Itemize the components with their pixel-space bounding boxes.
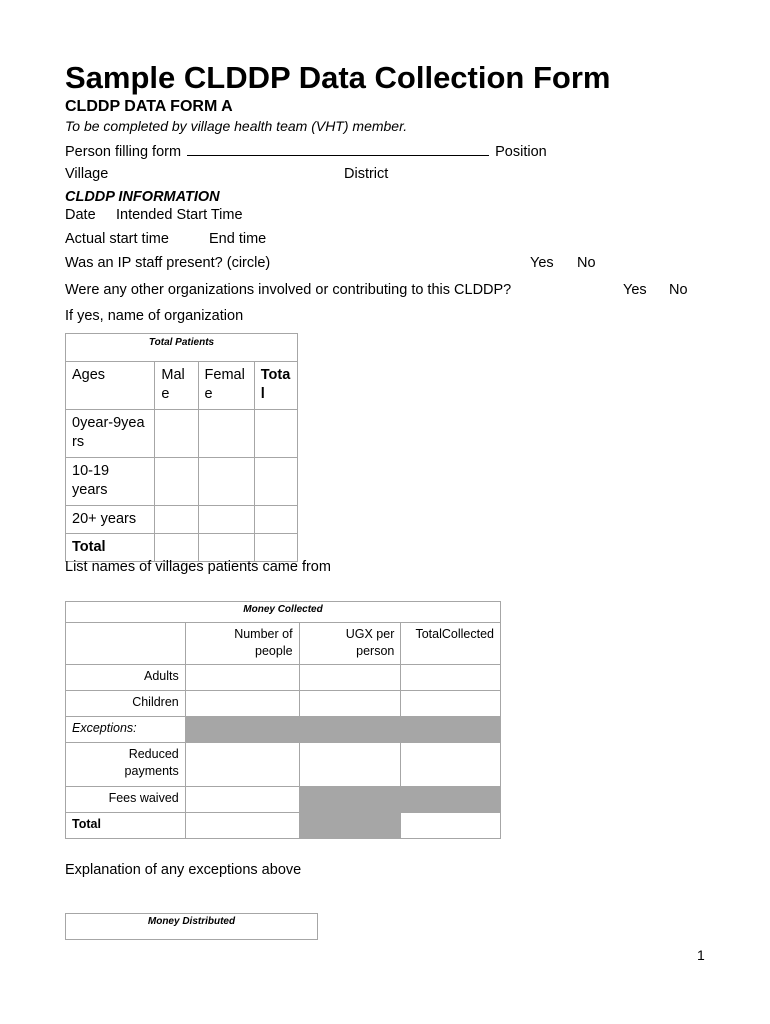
cell-reduced-number[interactable] bbox=[185, 743, 299, 787]
cell-total-number[interactable] bbox=[185, 813, 299, 839]
header-number-of-people: Number of people bbox=[185, 623, 299, 665]
cell-exceptions-total bbox=[401, 717, 501, 743]
cell-female-total[interactable] bbox=[198, 534, 254, 562]
total-patients-caption: Total Patients bbox=[66, 334, 298, 362]
money-distributed-caption: Money Distributed bbox=[66, 914, 318, 940]
cell-male-10-19[interactable] bbox=[155, 458, 198, 506]
actual-start-label: Actual start time bbox=[65, 231, 169, 247]
person-filling-blank[interactable] bbox=[187, 142, 489, 156]
position-label: Position bbox=[495, 144, 547, 160]
cell-waived-ugx bbox=[299, 787, 401, 813]
cell-children-number[interactable] bbox=[185, 691, 299, 717]
cell-adults-number[interactable] bbox=[185, 665, 299, 691]
header-total-collected: TotalCollected bbox=[401, 623, 501, 665]
ip-staff-yes[interactable]: Yes bbox=[530, 255, 554, 271]
end-time-label: End time bbox=[209, 231, 267, 247]
cell-waived-number[interactable] bbox=[185, 787, 299, 813]
header-ugx-per-person: UGX per person bbox=[299, 623, 401, 665]
header-male: Male bbox=[155, 362, 198, 410]
cell-adults-total[interactable] bbox=[401, 665, 501, 691]
header-female: Female bbox=[198, 362, 254, 410]
cell-exceptions-ugx bbox=[299, 717, 401, 743]
cell-children-total[interactable] bbox=[401, 691, 501, 717]
row-label-total: Total bbox=[66, 534, 155, 562]
header-blank bbox=[66, 623, 186, 665]
cell-total-0-9[interactable] bbox=[254, 410, 297, 458]
cell-female-10-19[interactable] bbox=[198, 458, 254, 506]
ip-staff-question: Was an IP staff present? (circle) bbox=[65, 255, 271, 271]
cell-adults-ugx[interactable] bbox=[299, 665, 401, 691]
page-title: Sample CLDDP Data Collection Form bbox=[65, 60, 611, 95]
row-label-0-9: 0year-9years bbox=[66, 410, 155, 458]
money-collected-table bbox=[65, 601, 501, 839]
cell-total-collected[interactable] bbox=[401, 813, 501, 839]
cell-total-10-19[interactable] bbox=[254, 458, 297, 506]
row-label-exceptions: Exceptions: bbox=[66, 717, 186, 743]
cell-male-total[interactable] bbox=[155, 534, 198, 562]
villages-label: List names of villages patients came from bbox=[65, 559, 331, 575]
intended-start-label: Intended Start Time bbox=[116, 207, 243, 223]
page-number: 1 bbox=[697, 947, 705, 963]
cell-total-ugx bbox=[299, 813, 401, 839]
person-filling-row bbox=[65, 142, 547, 160]
section-info-heading: CLDDP INFORMATION bbox=[65, 189, 220, 205]
cell-male-20-plus[interactable] bbox=[155, 506, 198, 534]
village-label: Village bbox=[65, 166, 109, 182]
money-collected-caption: Money Collected bbox=[66, 602, 501, 623]
row-label-total-collected: Total bbox=[66, 813, 186, 839]
person-filling-label: Person filling form bbox=[65, 144, 182, 160]
row-label-fees-waived: Fees waived bbox=[66, 787, 186, 813]
row-label-reduced-payments: Reduced payments bbox=[66, 743, 186, 787]
other-orgs-question: Were any other organizations involved or contributing to this CLDDP? bbox=[65, 282, 512, 298]
cell-exceptions-number bbox=[185, 717, 299, 743]
date-label: Date bbox=[65, 207, 96, 223]
cell-male-0-9[interactable] bbox=[155, 410, 198, 458]
cell-children-ugx[interactable] bbox=[299, 691, 401, 717]
row-label-adults: Adults bbox=[66, 665, 186, 691]
district-label: District bbox=[344, 166, 389, 182]
cell-total-20-plus[interactable] bbox=[254, 506, 297, 534]
cell-waived-total bbox=[401, 787, 501, 813]
cell-total-total[interactable] bbox=[254, 534, 297, 562]
explanation-label: Explanation of any exceptions above bbox=[65, 862, 302, 878]
other-orgs-no[interactable]: No bbox=[669, 282, 688, 298]
cell-reduced-ugx[interactable] bbox=[299, 743, 401, 787]
org-name-label: If yes, name of organization bbox=[65, 308, 244, 324]
cell-female-20-plus[interactable] bbox=[198, 506, 254, 534]
cell-reduced-total[interactable] bbox=[401, 743, 501, 787]
cell-female-0-9[interactable] bbox=[198, 410, 254, 458]
total-patients-table bbox=[65, 333, 298, 562]
ip-staff-no[interactable]: No bbox=[577, 255, 596, 271]
row-label-20-plus: 20+ years bbox=[66, 506, 155, 534]
money-distributed-table bbox=[65, 913, 318, 940]
form-instruction: To be completed by village health team (VHT) member. bbox=[65, 118, 408, 134]
form-heading: CLDDP DATA FORM A bbox=[65, 98, 233, 115]
other-orgs-yes[interactable]: Yes bbox=[623, 282, 647, 298]
row-label-children: Children bbox=[66, 691, 186, 717]
header-total: Total bbox=[254, 362, 297, 410]
row-label-10-19: 10-19 years bbox=[66, 458, 155, 506]
header-ages: Ages bbox=[66, 362, 155, 410]
